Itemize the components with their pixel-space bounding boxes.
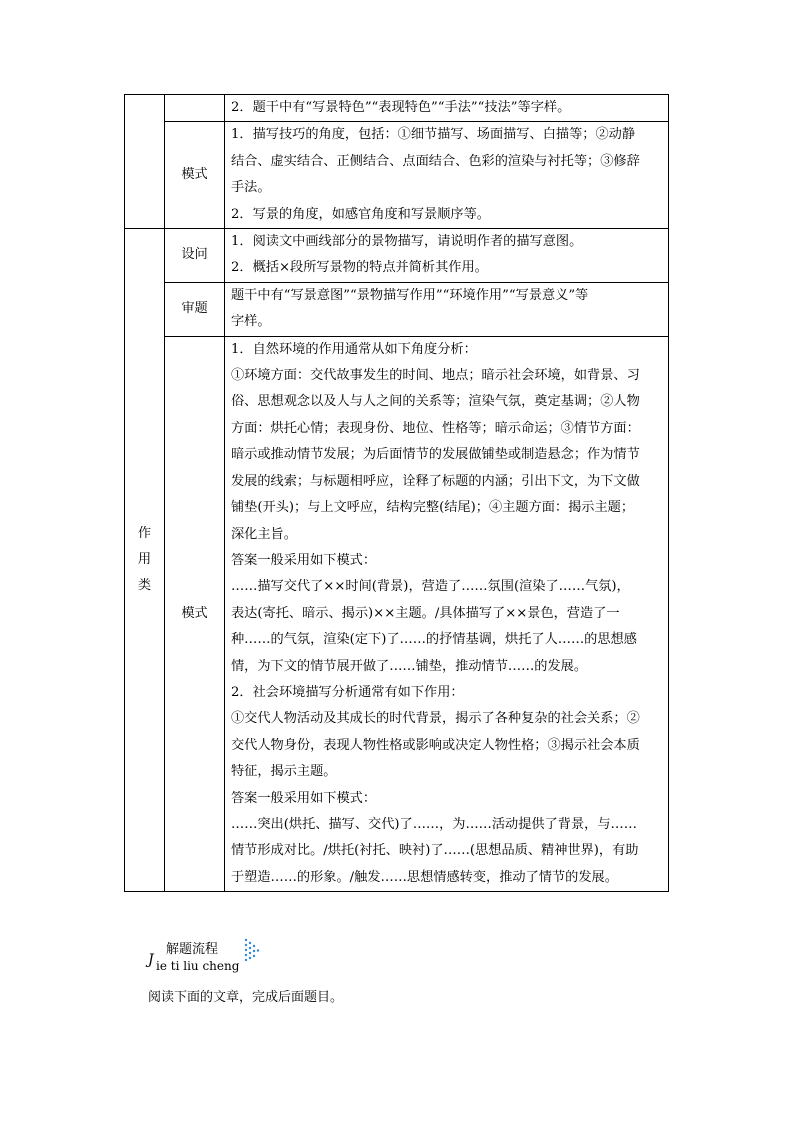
content-table [124, 94, 669, 892]
instruction-text: 阅读下面的文章，完成后面题目。 [148, 990, 344, 1005]
content-lines [231, 229, 662, 282]
content-line: ……描写交代了××时间(背景)，营造了……氛围(渲染了……气氛)， [231, 579, 630, 595]
category-char: 用 [137, 552, 152, 568]
content-line: 手法。 [231, 180, 271, 196]
dotted-arrow-icon [244, 938, 262, 964]
content-line: ①交代人物活动及其成长的时代背景，揭示了各种复杂的社会关系；② [231, 711, 640, 727]
label-cell: 模式 [165, 122, 225, 229]
content-line: 2．社会环境描写分析通常有如下作用： [231, 684, 464, 700]
content-line: 特征，揭示主题。 [231, 764, 337, 780]
pinyin-label: ie ti liu cheng [156, 959, 240, 973]
table-row [125, 336, 669, 892]
table-row [125, 282, 669, 336]
category-cell-blank [125, 95, 165, 229]
label-cell: 审题 [165, 282, 225, 336]
section-title: 解题流程 [166, 942, 219, 957]
content-line: 结合、虚实结合、正侧结合、点面结合、色彩的渲染与衬托等；③修辞 [231, 153, 640, 169]
content-line: 答案一般采用如下模式： [231, 790, 377, 806]
content-line: 2．写景的角度，如感官角度和写景顺序等。 [231, 206, 490, 222]
content-line: 交代人物身份，表现人物性格或影响或决定人物性格；③揭示社会本质 [231, 737, 640, 753]
content-line: 题干中有“写景意图”“景物描写作用”“环境作用”“写景意义”等 [231, 287, 589, 303]
category-char: 作 [137, 526, 152, 542]
content-lines [231, 122, 662, 228]
content-line: 表达(寄托、暗示、揭示)××主题。/具体描写了××景色，营造了一 [231, 605, 620, 621]
content-cell [225, 229, 669, 283]
pinyin-initial: J [148, 952, 154, 968]
content-line: ①环境方面：交代故事发生的时间、地点；暗示社会环境，如背景、习 [231, 368, 640, 384]
content-cell [225, 336, 669, 892]
content-line: ……突出(烘托、描写、交代)了……，为……活动提供了背景，与…… [231, 816, 637, 832]
content-lines [231, 337, 662, 892]
content-line: 种……的气氛，渲染(定下)了……的抒情基调，烘托了人……的思想感 [231, 632, 637, 648]
label-cell: 模式 [165, 336, 225, 892]
content-line: 2．概括×段所写景物的特点并简析其作用。 [231, 260, 488, 276]
content-line: 2．题干中有“写景特色”“表现特色”“手法”“技法”等字样。 [231, 100, 571, 115]
content-cell [225, 282, 669, 336]
table-row [125, 95, 669, 122]
label-cell: 设问 [165, 229, 225, 283]
table-row [125, 229, 669, 283]
content-lines [231, 95, 662, 121]
category-cell-function [125, 229, 165, 892]
content-lines [231, 283, 662, 336]
content-line: 俗、思想观念以及人与人之间的关系等；渲染气氛，奠定基调；②人物 [231, 394, 640, 410]
content-line: 铺垫(开头)；与上文呼应，结构完整(结尾)；④主题方面：揭示主题； [231, 500, 635, 516]
content-line: 于塑造……的形象。/触发……思想情感转变，推动了情节的发展。 [231, 869, 618, 885]
content-line: 1．描写技巧的角度，包括：①细节描写、场面描写、白描等；②动静 [231, 127, 636, 143]
content-cell [225, 122, 669, 229]
content-line: 方面：烘托心情；表现身份、地位、性格等；暗示命运；③情节方面： [231, 420, 640, 436]
content-line: 情节形成对比。/烘托(衬托、映衬)了……(思想品质、精神世界)，有助 [231, 843, 639, 859]
content-line: 答案一般采用如下模式： [231, 552, 377, 568]
content-line: 暗示或推动情节发展；为后面情节的发展做铺垫或制造悬念；作为情节 [231, 447, 640, 463]
table-row [125, 122, 669, 229]
label-cell [165, 95, 225, 122]
category-char: 类 [137, 578, 152, 594]
content-line: 1．阅读文中画线部分的景物描写，请说明作者的描写意图。 [231, 234, 583, 250]
content-line: 发展的线索；与标题相呼应，诠释了标题的内涵；引出下文，为下文做 [231, 473, 640, 489]
content-cell [225, 95, 669, 122]
content-line: 1．自然环境的作用通常从如下角度分析： [231, 341, 477, 357]
content-line: 情，为下文的情节展开做了……铺垫，推动情节……的发展。 [231, 658, 588, 674]
table-body [125, 95, 669, 892]
content-line: 字样。 [231, 314, 271, 330]
content-line: 深化主旨。 [231, 526, 297, 542]
